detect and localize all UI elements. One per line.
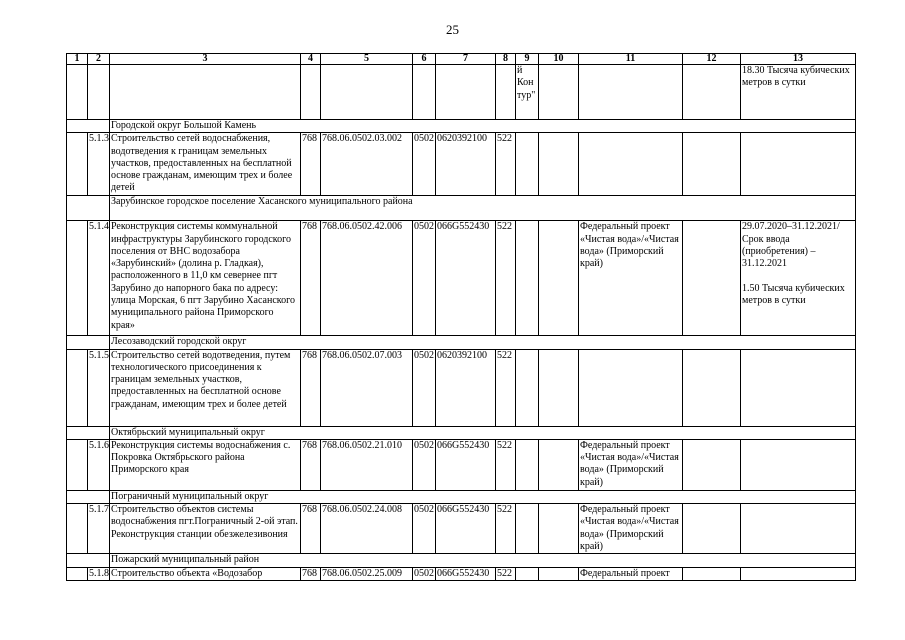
table-cell-c9	[516, 133, 539, 196]
table-cell-c13	[741, 504, 856, 554]
table-cell-c6: 0502	[413, 439, 436, 490]
table-cell-c11	[579, 349, 683, 426]
table-cell-c13	[741, 567, 856, 580]
column-header: 1	[67, 54, 88, 65]
table-cell-c6: 0502	[413, 504, 436, 554]
table-row	[67, 349, 856, 426]
table-cell-c11: Федеральный проект	[579, 567, 683, 580]
table-cell	[67, 221, 88, 336]
table-cell-c10	[539, 439, 579, 490]
table-cell-c3: Строительство сетей водоснабжения, водотведения к границам земельных участков, предоставленных на бесплатной основе гражданам, имеющим трех и более детей	[110, 133, 301, 196]
table-cell-c2	[88, 65, 110, 120]
section-row	[67, 490, 856, 503]
table-cell-c12	[683, 349, 741, 426]
table-cell-c9	[516, 504, 539, 554]
column-header: 2	[88, 54, 110, 65]
table-cell-c11	[579, 65, 683, 120]
table-cell-c13	[741, 349, 856, 426]
table-cell-c3: Строительство объектов системы водоснабжения пгт.Пограничный 2-ой этап. Реконструкция станции обезжелезивония	[110, 504, 301, 554]
table-cell-c3: Реконструкция системы коммунальной инфраструктуры Зарубинского городского поселения от ВНС водозабора «Зарубинский» (долина р. Гладкая), расположенного в 11,0 км севернее пгт Зарубино до напорного бака по адресу: улица Морская, 6 пгт Зарубино Хасанского муниципального района Приморского края»	[110, 221, 301, 336]
table-cell	[67, 120, 110, 133]
column-header: 12	[683, 54, 741, 65]
table-cell	[67, 336, 110, 349]
table-cell-c9: й Кон тур"	[516, 65, 539, 120]
column-header: 5	[321, 54, 413, 65]
table-cell-c5: 768.06.0502.24.008	[321, 504, 413, 554]
table-cell-c11	[579, 133, 683, 196]
table-cell-c9	[516, 439, 539, 490]
table-cell-c5: 768.06.0502.07.003	[321, 349, 413, 426]
table-cell-c11: Федеральный проект «Чистая вода»/«Чистая вода» (Приморский край)	[579, 439, 683, 490]
table-cell-c7: 0620392100	[436, 349, 496, 426]
table-cell-c10	[539, 504, 579, 554]
table-cell-c4: 768	[301, 439, 321, 490]
table-cell-c6: 0502	[413, 133, 436, 196]
table-cell-c5: 768.06.0502.21.010	[321, 439, 413, 490]
table-cell-c2: 5.1.7	[88, 504, 110, 554]
table-cell-c6: 0502	[413, 221, 436, 336]
column-header: 13	[741, 54, 856, 65]
table-cell-c8: 522	[496, 439, 516, 490]
table-cell-c8	[496, 65, 516, 120]
section-row	[67, 196, 856, 221]
column-header: 10	[539, 54, 579, 65]
table-row	[67, 439, 856, 490]
table-cell	[67, 504, 88, 554]
section-row	[67, 426, 856, 439]
table-cell-c6	[413, 65, 436, 120]
table-cell-c7: 066G552430	[436, 439, 496, 490]
table-cell-c10	[539, 65, 579, 120]
section-title: Октябрьский муниципальный округ	[110, 426, 856, 439]
table-cell-c13: 29.07.2020–31.12.2021/ Срок ввода (приобретения) – 31.12.2021 1.50 Тысяча кубических метров в сутки	[741, 221, 856, 336]
table-row	[67, 221, 856, 336]
table-cell	[67, 490, 110, 503]
table-cell-c6: 0502	[414, 567, 434, 579]
table-row	[67, 567, 856, 580]
table-cell	[67, 349, 88, 426]
table-body	[67, 65, 856, 581]
table-cell-c3: Строительство объекта «Водозабор	[110, 567, 301, 580]
table-cell-c7: 0620392100	[436, 133, 496, 196]
table-cell-c5	[321, 65, 413, 120]
table-cell-c13	[741, 133, 856, 196]
column-header: 8	[496, 54, 516, 65]
table-cell-c3: Реконструкция системы водоснабжения с. Покровка Октябрьского района Приморского края	[110, 439, 301, 490]
section-row	[67, 120, 856, 133]
table-cell-c9	[516, 349, 539, 426]
table-cell	[67, 439, 88, 490]
table-cell-c4: 768	[301, 504, 321, 554]
table-cell-c13: 18.30 Тысяча кубических метров в сутки	[741, 65, 856, 120]
table-cell-c13	[741, 439, 856, 490]
column-header: 11	[579, 54, 683, 65]
section-row	[67, 554, 856, 567]
table-cell-c11: Федеральный проект «Чистая вода»/«Чистая вода» (Приморский край)	[579, 504, 683, 554]
table-cell-c10	[539, 221, 579, 336]
section-row	[67, 336, 856, 349]
table-cell-c4: 768	[301, 567, 321, 580]
table-cell	[67, 567, 88, 580]
table-cell-c12	[683, 133, 741, 196]
table-cell-c5: 768.06.0502.42.006	[321, 221, 413, 336]
table-cell-c2: 5.1.5	[88, 349, 110, 426]
table-cell-c8: 522	[496, 349, 516, 426]
section-title: Лесозаводский городской округ	[110, 336, 856, 349]
table-cell-c7	[436, 65, 496, 120]
table-cell-c11: Федеральный проект «Чистая вода»/«Чистая вода» (Приморский край)	[579, 221, 683, 336]
table-row	[67, 133, 856, 196]
table-cell-c2: 5.1.8	[89, 567, 109, 579]
column-header: 7	[436, 54, 496, 65]
table-cell-c5: 768.06.0502.25.009	[321, 567, 413, 580]
table-cell-c3	[110, 65, 301, 120]
table-row	[67, 504, 856, 554]
table-cell-c10	[539, 133, 579, 196]
column-header: 4	[301, 54, 321, 65]
section-title: Пожарский муниципальный район	[110, 554, 856, 567]
table-cell-c10	[539, 567, 579, 580]
table-cell-c4: 768	[301, 349, 321, 426]
table-cell	[67, 65, 88, 120]
table-cell	[67, 426, 110, 439]
table-row	[67, 65, 856, 120]
table-cell-c3: Строительство сетей водотведения, путем технологического присоединения к границам земельных участков, предоставленных на бесплатной основе гражданам, имеющим трех и более детей	[110, 349, 301, 426]
table-cell-c8: 522	[496, 133, 516, 196]
table-cell-c12	[683, 567, 741, 580]
table-cell	[67, 196, 110, 221]
table-cell-c8: 522	[496, 504, 516, 554]
table-cell-c8: 522	[496, 567, 516, 580]
table-cell-c12	[683, 221, 741, 336]
table-cell-c9	[516, 221, 539, 336]
table-cell-c9	[516, 567, 539, 580]
table-cell-c7: 066G552430	[436, 567, 496, 580]
table-cell-c2: 5.1.6	[88, 439, 110, 490]
column-header: 6	[413, 54, 436, 65]
table-cell	[67, 133, 88, 196]
table-cell-c2: 5.1.4	[88, 221, 110, 336]
table-cell-c2: 5.1.3	[88, 133, 110, 196]
section-title: Зарубинское городское поселение Хасанского муниципального района	[110, 196, 856, 221]
section-title: Городской округ Большой Камень	[110, 120, 856, 133]
page-number: 25	[446, 22, 459, 37]
header-row	[67, 54, 856, 65]
table-cell-c7: 066G552430	[436, 504, 496, 554]
table-cell	[67, 554, 110, 567]
table-cell-c4: 768	[301, 133, 321, 196]
table-cell-c7: 066G552430	[436, 221, 496, 336]
table-cell-c12	[683, 504, 741, 554]
column-header: 9	[516, 54, 539, 65]
table-cell-c5: 768.06.0502.03.002	[321, 133, 413, 196]
budget-table	[66, 53, 856, 581]
column-header: 3	[110, 54, 301, 65]
table-cell-c4	[301, 65, 321, 120]
table-cell-c12	[683, 439, 741, 490]
table-cell-c6: 0502	[413, 349, 436, 426]
table-cell-c4: 768	[301, 221, 321, 336]
section-title: Пограничный муниципальный округ	[110, 490, 856, 503]
table-cell-c10	[539, 349, 579, 426]
table-cell-c8: 522	[496, 221, 516, 336]
table-cell-c12	[683, 65, 741, 120]
